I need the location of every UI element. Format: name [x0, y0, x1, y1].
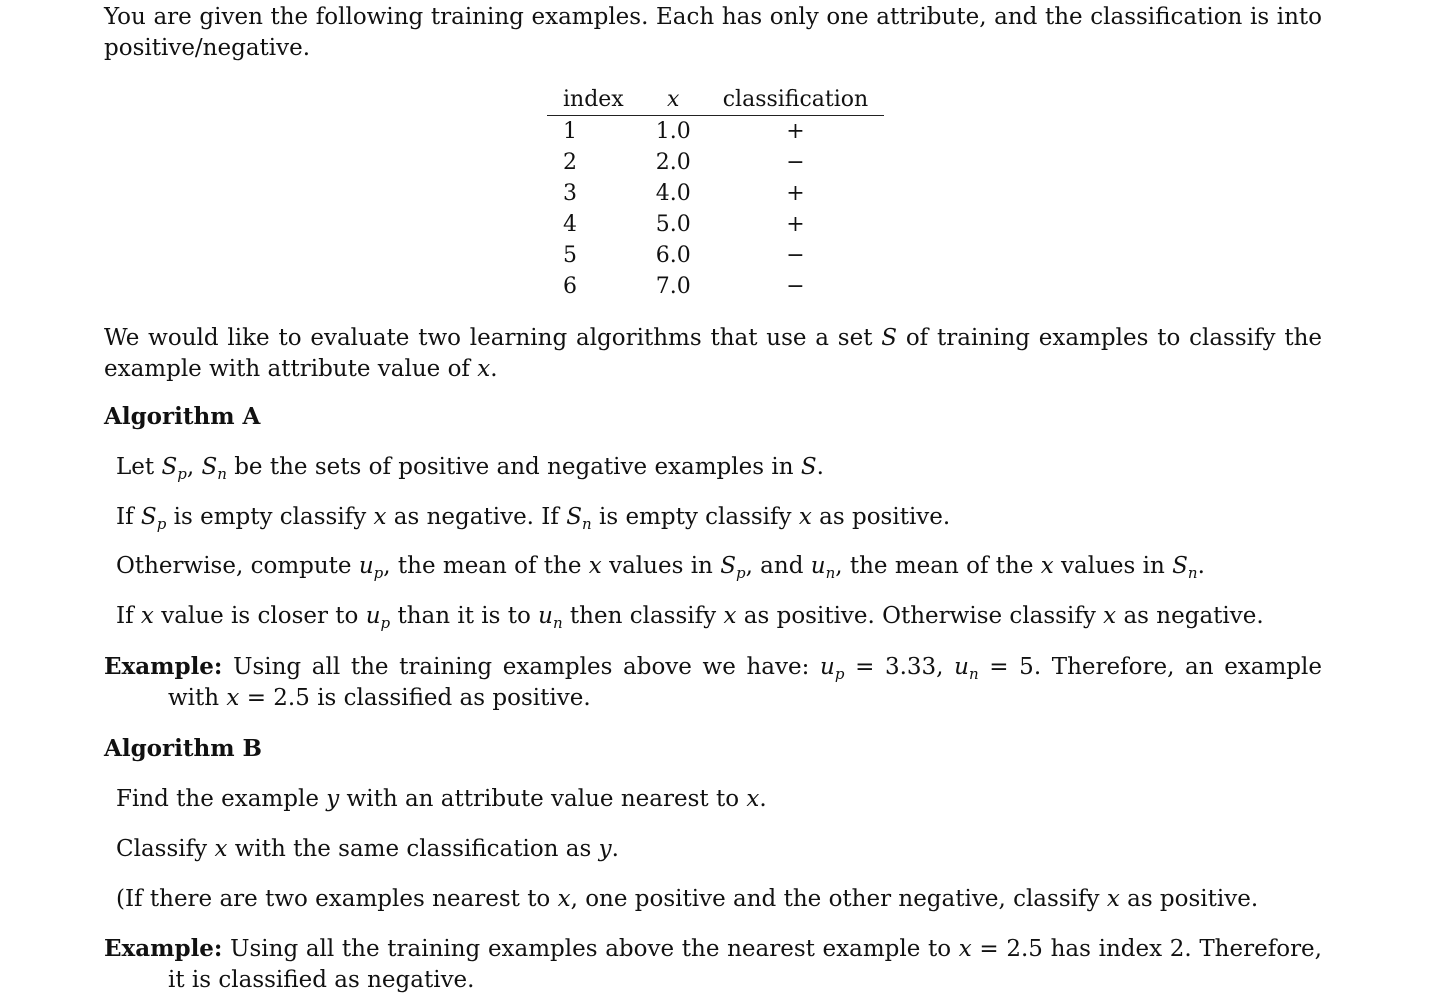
evaluate-paragraph: We would like to evaluate two learning algorithms that use a set S of training examples to classify the example with attribute value of x. [104, 325, 1322, 382]
algorithm-a-heading: Algorithm A [104, 403, 261, 430]
cell-class: − [786, 243, 805, 268]
cell-class: + [786, 212, 805, 237]
cell-class: − [786, 150, 805, 175]
intro-paragraph: You are given the following training examples. Each has only one attribute, and the classification is into positive/negative. [104, 4, 1322, 61]
alg-b-line-2: Classify x with the same classification as y. [116, 836, 619, 862]
cell-index: 5 [563, 243, 577, 268]
cell-index: 1 [563, 119, 577, 144]
cell-x: 7.0 [655, 274, 691, 299]
alg-a-line-1: Let $S_p$, $S_n$ be the sets of positive and negative examples in S. [116, 454, 824, 483]
alg-a-example: Example: Using all the training examples above we have: $u_p = 3.33$, $u_n = 5$. Therefore, an example with x = 2.5 is classified as positive. [104, 653, 1322, 711]
table-row [547, 240, 884, 271]
cell-x: 2.0 [655, 150, 691, 175]
alg-a-line-3: Otherwise, compute $u_p$, the mean of the x values in $S_p$, and $u_n$, the mean of the x values in $S_n$. [116, 553, 1205, 582]
cell-index: 3 [563, 181, 577, 206]
table-row [547, 271, 884, 302]
table-row [547, 116, 884, 148]
example-label: Example: [104, 935, 223, 962]
alg-a-line-4: If x value is closer to $u_p$ than it is to $u_n$ then classify x as positive. Otherwise classify x as negative. [116, 603, 1264, 632]
alg-b-line-3: (If there are two examples nearest to x, one positive and the other negative, classify x as positive. [116, 886, 1259, 912]
header-index: index [547, 84, 640, 116]
table-header-row [547, 84, 884, 116]
cell-index: 2 [563, 150, 577, 175]
alg-b-example: Example: Using all the training examples above the nearest example to x = 2.5 has index 2. Therefore, it is classified as negative. [104, 935, 1322, 993]
cell-class: + [786, 181, 805, 206]
header-x: x [640, 84, 707, 116]
cell-x: 6.0 [655, 243, 691, 268]
example-label: Example: [104, 653, 223, 680]
cell-index: 4 [563, 212, 577, 237]
alg-a-line-2: If $S_p$ is empty classify x as negative. If $S_n$ is empty classify x as positive. [116, 504, 951, 533]
table-row [547, 209, 884, 240]
table-row [547, 178, 884, 209]
header-classification: classification [707, 84, 885, 116]
training-table [547, 84, 884, 302]
cell-index: 6 [563, 274, 577, 299]
cell-class: − [786, 274, 805, 299]
alg-b-line-1: Find the example y with an attribute value nearest to x. [116, 786, 767, 812]
cell-x: 1.0 [655, 119, 691, 144]
table-row [547, 147, 884, 178]
cell-x: 5.0 [655, 212, 691, 237]
algorithm-b-heading: Algorithm B [104, 735, 262, 762]
cell-class: + [786, 119, 805, 144]
cell-x: 4.0 [655, 181, 691, 206]
